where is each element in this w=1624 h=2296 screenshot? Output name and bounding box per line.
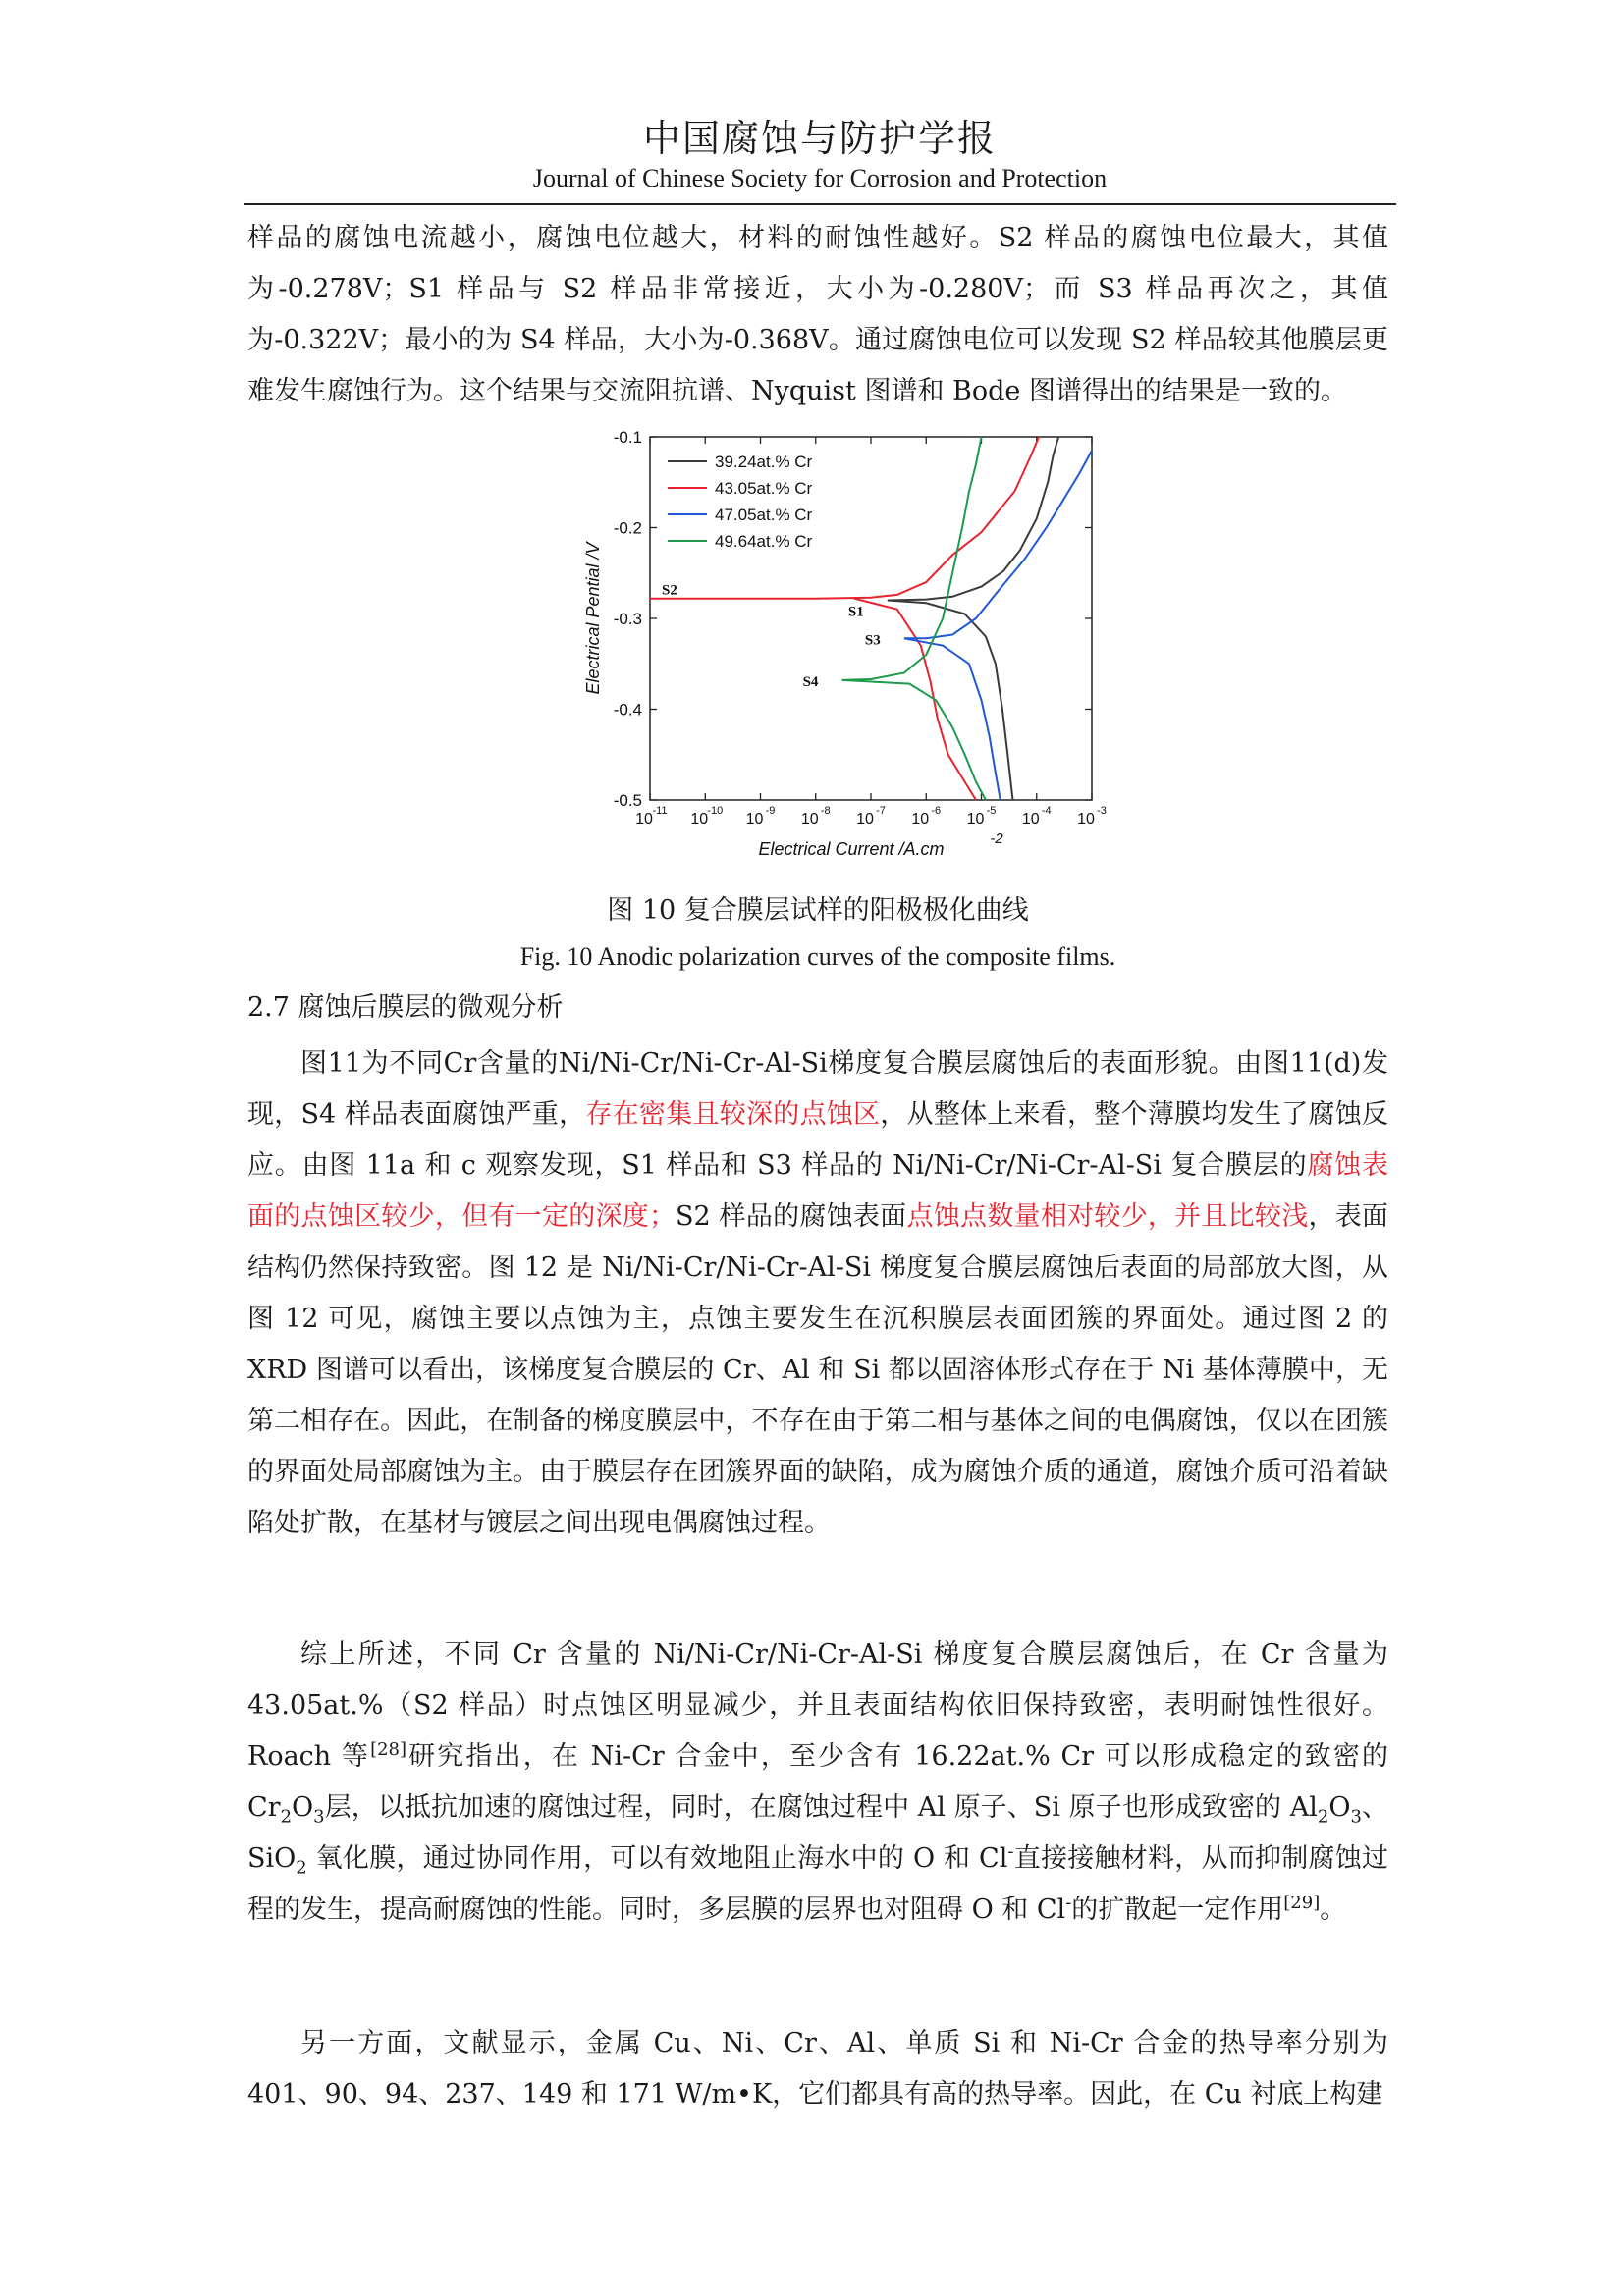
- p2-ref29: [29]: [1283, 1893, 1321, 1913]
- y-tick-label: -0.1: [613, 428, 642, 447]
- x-tick-exponent: -7: [876, 805, 886, 817]
- journal-title-cn: 中国腐蚀与防护学报: [642, 117, 997, 160]
- p2-sub5: 2: [296, 1857, 307, 1879]
- figure-caption-cn: 图 10 复合膜层试样的阳极极化曲线: [607, 895, 1029, 926]
- x-tick-exponent: -8: [820, 805, 831, 817]
- x-tick-label: 10: [745, 811, 764, 828]
- paragraph-3: [247, 2018, 1388, 2120]
- x-tick-label: 10: [690, 811, 709, 828]
- p2-b: 研究指出，在 Ni-Cr 合金中，至少含有 16.22at.% Cr 可以形成稳定的致密的 Cr: [247, 1741, 1388, 1823]
- sample-label: S3: [864, 632, 881, 649]
- legend-label: 39.24at.% Cr: [715, 453, 813, 471]
- x-tick-label: 10: [966, 811, 985, 828]
- legend-label: 49.64at.% Cr: [715, 532, 813, 551]
- paragraph-top-text: 样品的腐蚀电流越小，腐蚀电位越大，材料的耐蚀性越好。S2 样品的腐蚀电位最大，其值为-0.278V；S1 样品与 S2 样品非常接近，大小为-0.280V；而 S3 样品再次之，其值为-0.322V；最小的为 S4 样品，大小为-0.368V。通过腐蚀电位可以发现 S2 样品较其他膜层更难发生腐蚀行为。这个结果与交流阻抗谱、Nyquist 图谱和 Bode 图谱得出的结果是一致的。: [247, 223, 1388, 406]
- x-tick-label: 10: [800, 811, 819, 828]
- sample-label: S2: [662, 582, 677, 599]
- y-tick-label: -0.4: [613, 700, 642, 720]
- legend-label: 43.05at.% Cr: [715, 479, 813, 498]
- p1-b: ，从整体上来看，整个薄膜均发生了腐蚀反应。由图 11a 和 c 观察发现，S1 样品和 S3 样品的 Ni/Ni-Cr/Ni-Cr-Al-Si 复合膜层的: [247, 1099, 1389, 1181]
- paragraph-3-text: 另一方面，文献显示，金属 Cu、Ni、Cr、Al、单质 Si 和 Ni-Cr 合金的热导率分别为 401、90、94、237、149 和 171 W/m•K，它们都具有高的热导率。因此，在 Cu 衬底上构建: [247, 2028, 1388, 2109]
- p2-d: 层，以抵抗加速的腐蚀过程，同时，在腐蚀过程中 Al 原子、Si 原子也形成致密的 Al: [324, 1792, 1318, 1823]
- legend-label: 47.05at.% Cr: [715, 506, 813, 524]
- series-line-anodic: [904, 451, 1092, 638]
- series-line-anodic: [842, 437, 982, 680]
- x-tick-label: 10: [911, 811, 930, 828]
- x-tick-exponent: -11: [652, 805, 668, 817]
- x-tick-exponent: -3: [1097, 805, 1107, 817]
- paragraph-2: [247, 1629, 1388, 1936]
- p2-sub3: 2: [1317, 1806, 1329, 1828]
- series-line-anodic: [650, 437, 1039, 599]
- y-tick-label: -0.3: [613, 610, 642, 628]
- p2-sub1: 2: [280, 1806, 293, 1828]
- x-tick-label: 10: [856, 811, 874, 828]
- p1-red1: 存在密集且较深的点蚀区: [585, 1099, 881, 1130]
- p2-i: 的扩散起一定作用: [1071, 1895, 1284, 1925]
- x-tick-exponent: -4: [1041, 805, 1052, 817]
- x-tick-exponent: -10: [707, 805, 724, 817]
- p2-sup2: -: [1065, 1893, 1072, 1913]
- p1-red3: 点蚀点数量相对较少，并且比较浅: [906, 1201, 1309, 1232]
- journal-header: [245, 116, 1394, 194]
- sample-label: S4: [802, 673, 819, 690]
- x-tick-exponent: -9: [765, 805, 776, 817]
- journal-title-en: Journal of Chinese Society for Corrosion and Protection: [532, 164, 1108, 192]
- p2-c: O: [292, 1792, 314, 1823]
- header-rule: [244, 203, 1396, 205]
- p2-f: 、SiO: [247, 1792, 1389, 1874]
- y-tick-label: -0.5: [613, 791, 642, 810]
- p2-e: O: [1328, 1792, 1351, 1823]
- x-tick-label: 10: [1077, 811, 1095, 828]
- p1-d: ，表面结构仍然保持致密。图 12 是 Ni/Ni-Cr/Ni-Cr-Al-Si 梯度复合膜层腐蚀后表面的局部放大图，从图 12 可见，腐蚀主要以点蚀为主，点蚀主要发生在沉积膜层表面团簇的界面处。通过图 2 的 XRD 图谱可以看出，该梯度复合膜层的 Cr、Al 和 Si 都以固溶体形式存在于 Ni 基体薄膜中，无第二相存在。因此，在制备的梯度膜层中，不存在由于第二相与基体之间的电偶腐蚀，仅以在团簇的界面处局部腐蚀为主。由于膜层存在团簇界面的缺陷，成为腐蚀介质的通道，腐蚀介质可沿着缺陷处扩散，在基材与镀层之间出现电偶腐蚀过程。: [247, 1201, 1389, 1538]
- p1-a: 图11为不同Cr含量的Ni/Ni-Cr/Ni-Cr-Al-Si梯度复合膜层腐蚀后的表面形貌。由图11(d)发现，S4 样品表面腐蚀严重，: [247, 1048, 1388, 1130]
- x-tick-exponent: -5: [986, 805, 997, 817]
- p2-sup1: -: [1007, 1842, 1014, 1862]
- x-tick-label: 10: [635, 811, 653, 828]
- p1-c: S2 样品的腐蚀表面: [676, 1201, 907, 1232]
- p2-a: 综上所述，不同 Cr 含量的 Ni/Ni-Cr/Ni-Cr-Al-Si 梯度复合膜层腐蚀后，在 Cr 含量为 43.05at.%（S2 样品）时点蚀区明显减少，并且表面结构依旧保持致密，表明耐蚀性很好。Roach 等: [247, 1639, 1388, 1772]
- x-axis-label-exponent: -2: [990, 830, 1003, 847]
- paragraph-1: [247, 1039, 1388, 1549]
- series-line-cathodic: [888, 601, 1013, 801]
- x-axis-label: Electrical Current /A.cm: [758, 839, 945, 859]
- x-tick-exponent: -6: [931, 805, 942, 817]
- section-heading: 2.7 腐蚀后膜层的微观分析: [247, 992, 564, 1023]
- p1-red2: 腐蚀表面的点蚀区较少，但有一定的深度；: [247, 1150, 1388, 1232]
- series-line-cathodic: [854, 599, 976, 800]
- p2-sub2: 3: [313, 1806, 325, 1828]
- series-line-anodic: [888, 437, 1058, 601]
- sample-label: S1: [847, 604, 864, 620]
- p2-ref28: [28]: [370, 1739, 407, 1760]
- y-axis-label: Electrical Pential /V: [583, 542, 603, 695]
- series-line-cathodic: [904, 638, 1001, 800]
- y-tick-label: -0.2: [613, 518, 642, 538]
- p2-h: 直接接触材料，从而抑制腐蚀过程的发生，提高耐腐蚀的性能。同时，多层膜的层界也对阻碍 O 和 Cl: [247, 1843, 1389, 1925]
- polarization-chart: [560, 417, 1110, 869]
- p2-sub4: 3: [1350, 1806, 1362, 1828]
- paragraph-top: [247, 213, 1388, 417]
- p2-j: 。: [1320, 1895, 1347, 1925]
- p2-g: 氧化膜，通过协同作用，可以有效地阻止海水中的 O 和 Cl: [306, 1843, 1008, 1874]
- figure-caption-en: Fig. 10 Anodic polarization curves of the composite films.: [519, 942, 1116, 971]
- x-tick-label: 10: [1021, 811, 1040, 828]
